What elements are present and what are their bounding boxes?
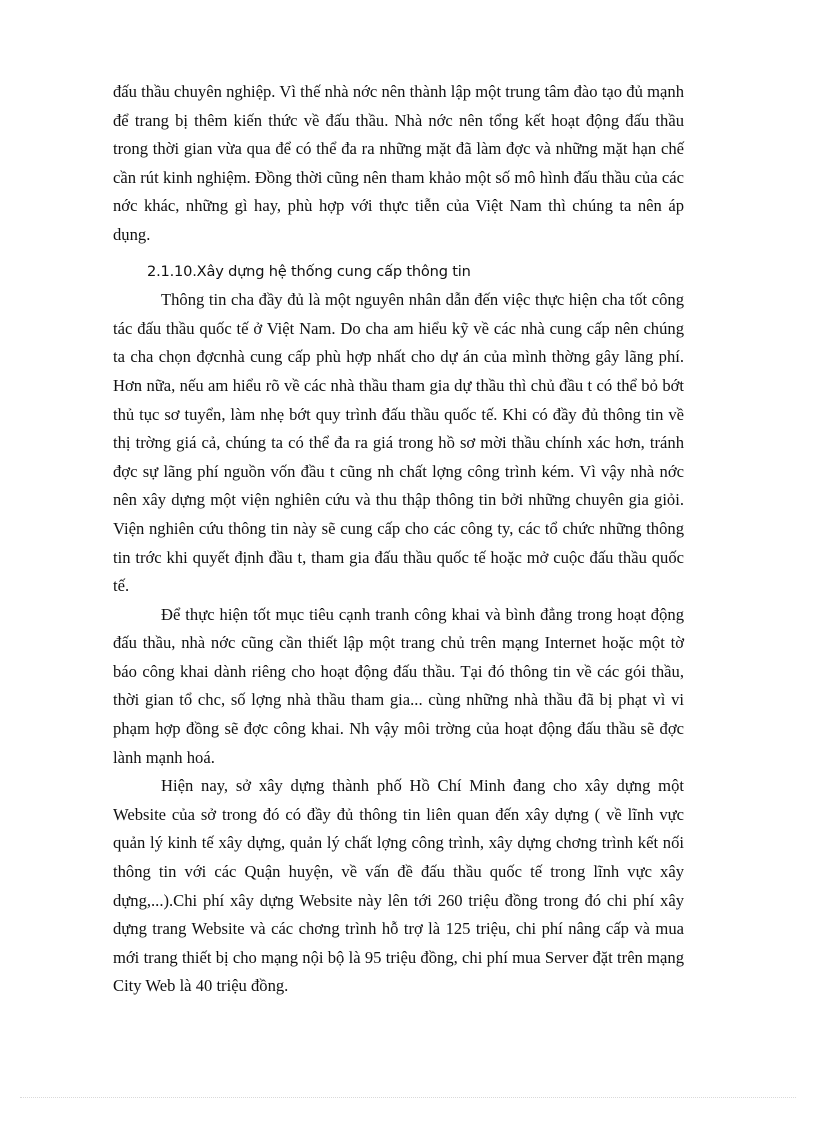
page-bottom-rule xyxy=(20,1097,796,1098)
section-heading: 2.1.10.Xây dựng hệ thống cung cấp thông tin xyxy=(147,262,471,280)
paragraph-hcmc-website: Hiện nay, sở xây dựng thành phố Hồ Chí Minh đang cho xây dựng một Website của sở trong đó có đầy đủ thông tin liên quan đến xây dựng ( về lĩnh vực quản lý kinh tế xây dựng, quản lý chất lợng công trình, xây dựng chơng trình kết nối thông tin với các Quận huyện, về vấn đề đấu thầu quốc tế trong lĩnh vực xây dựng,...).Chi phí xây dựng Website này lên tới 260 triệu đồng trong đó chi phí xây dựng trang Website và các chơng trình hỗ trợ là 125 triệu, chi phí nâng cấp và mua mới trang thiết bị cho mạng nội bộ là 95 triệu đồng, chi phí mua Server đặt trên mạng City Web là 40 triệu đồng. xyxy=(113,776,684,996)
paragraph-information-gap: Thông tin cha đầy đủ là một nguyên nhân dẫn đến việc thực hiện cha tốt công tác đấu thầu quốc tế ở Việt Nam. Do cha am hiểu kỹ về các nhà cung cấp nên chúng ta cha chọn đợcnhà cung cấp phù hợp nhất cho dự án của mình thờng gây lãng phí. Hơn nữa, nếu am hiểu rõ về các nhà thầu tham gia dự thầu thì chủ đầu t có thể bỏ bớt thủ tục sơ tuyển, làm nhẹ bớt quy trình đấu thầu quốc tế. Khi có đầy đủ thông tin về thị trờng giá cả, chúng ta có thể đa ra giá trong hồ sơ mời thầu chính xác hơn, tránh đợc sự lãng phí nguồn vốn đầu t cũng nh chất lợng công trình kém. Vì vậy nhà nớc nên xây dựng một viện nghiên cứu và thu thập thông tin bởi những chuyên gia giỏi. Viện nghiên cứu thông tin này sẽ cung cấp cho các công ty, các tổ chức những thông tin trớc khi quyết định đầu t, tham gia đấu thầu quốc tế hoặc mở cuộc đấu thầu quốc tế. xyxy=(113,290,684,596)
paragraph-training-center: đấu thầu chuyên nghiệp. Vì thế nhà nớc nên thành lập một trung tâm đào tạo đủ mạnh để trang bị thêm kiến thức về đấu thầu. Nhà nớc nên tổng kết hoạt động đấu thầu trong thời gian vừa qua để có thể đa ra những mặt đã làm đợc và những mặt hạn chế cần rút kinh nghiệm. Đồng thời cũng nên tham khảo một số mô hình đấu thầu của các nớc khác, những gì hay, phù hợp với thực tiễn của Việt Nam thì chúng ta nên áp dụng. xyxy=(113,82,684,244)
document-body xyxy=(113,78,684,1001)
paragraph-public-competition: Để thực hiện tốt mục tiêu cạnh tranh công khai và bình đẳng trong hoạt động đấu thầu, nhà nớc cũng cần thiết lập một trang chủ trên mạng Internet hoặc một tờ báo công khai dành riêng cho hoạt động đấu thầu. Tại đó thông tin về các gói thầu, thời gian tổ chc, số lợng nhà thầu tham gia... cùng những nhà thầu đã bị phạt vì vi phạm hợp đồng sẽ đợc công khai. Nh vậy môi trờng của hoạt động đấu thầu sẽ đợc lành mạnh hoá. xyxy=(113,604,684,767)
